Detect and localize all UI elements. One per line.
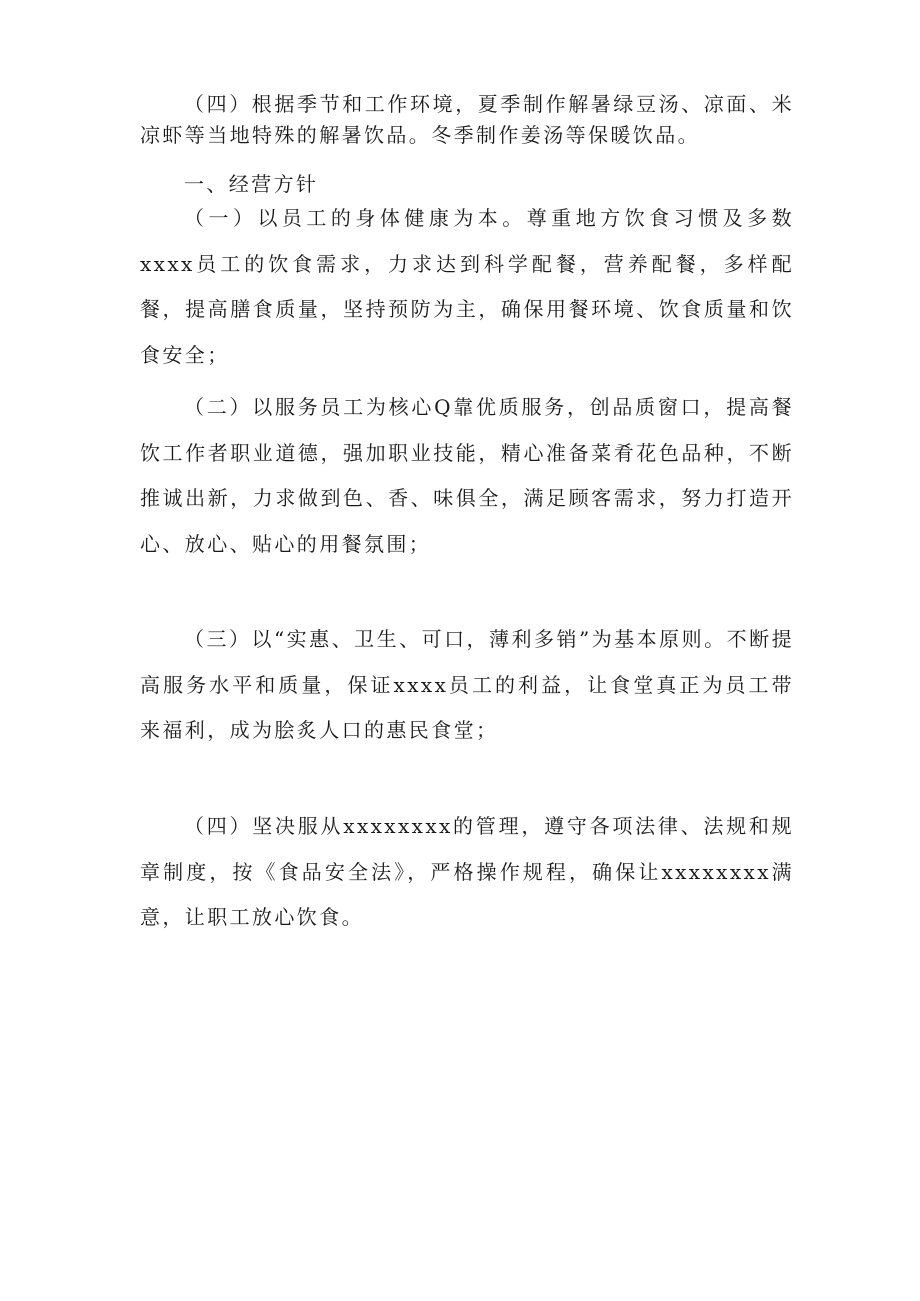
paragraph-policy-3: （三）以“实惠、卫生、可口，薄利多销”为基本原则。不断提高服务水平和质量，保证xxxx员工的利益，让食堂真正为员工带来福利，成为脍炙人口的惠民食堂； xyxy=(140,627,794,743)
paragraph-policy-4: （四）坚决服从xxxxxxxx的管理，遵守各项法律、法规和规章制度，按《食品安全法》，严格操作规程，确保让xxxxxxxx满意，让职工放心饮食。 xyxy=(140,814,794,930)
paragraph-policy-2: （二）以服务员工为核心Q靠优质服务，创品质窗口，提高餐饮工作者职业道德，强加职业技能，精心准备菜肴花色品种，不断推诚出新，力求做到色、香、味俱全，满足顾客需求，努力打造开心、放心、贴心的用餐氛围； xyxy=(140,395,794,556)
paragraph-seasonal-drinks: （四）根据季节和工作环境，夏季制作解暑绿豆汤、凉面、米凉虾等当地特殊的解暑饮品。冬季制作姜汤等保暖饮品。 xyxy=(140,92,794,147)
section-heading-business-policy: 一、经营方针 xyxy=(184,172,319,196)
paragraph-policy-1: （一）以员工的身体健康为本。尊重地方饮食习惯及多数xxxx员工的饮食需求，力求达到科学配餐，营养配餐，多样配餐，提高膳食质量，坚持预防为主，确保用餐环境、饮食质量和饮食安全； xyxy=(140,206,794,367)
